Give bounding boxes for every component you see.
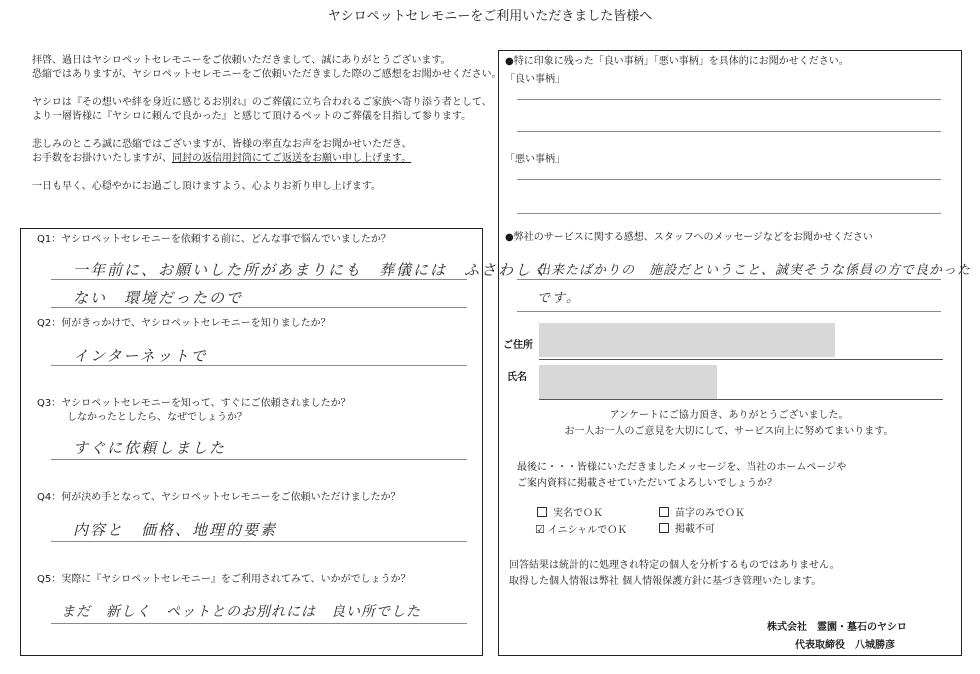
checkbox-icon[interactable]	[537, 507, 547, 517]
option-real-name-label: 実名でＯＫ	[553, 508, 603, 519]
question-5: Q5：実際に『ヤシロペットセレモニー』をご利用されてみて、いかがでしょうか？	[37, 574, 411, 585]
question-1: Q1：ヤシロペットセレモニーを依頼する前に、どんな事で悩んでいましたか？	[37, 234, 391, 245]
name-redacted	[539, 365, 717, 399]
intro-line: 拝啓、過日はヤシロペットセレモニーをご依頼いただきまして、誠にありがとうございます。	[32, 55, 451, 66]
privacy-line-2: 取得した個人情報は弊社 個人情報保護方針に基づき管理いたします。	[509, 576, 822, 587]
intro-text	[32, 54, 502, 194]
address-rule	[539, 359, 943, 360]
name-rule	[539, 399, 943, 400]
answer-4: 内容と 価格、地理的要素	[73, 521, 278, 539]
option-real-name[interactable]	[537, 507, 603, 521]
intro-text-span: お手数をお掛けいたしますが、	[32, 153, 172, 164]
good-rule	[517, 131, 941, 132]
feedback-box	[498, 50, 972, 656]
answer-2: インターネットで	[73, 347, 208, 365]
address-label: ご住所	[503, 340, 533, 351]
company-name: 株式会社 霊園・墓石のヤシロ	[767, 622, 907, 633]
good-label: 「良い事柄」	[505, 74, 565, 85]
answer-5: まだ 新しく ペットとのお別れには 良い所でした	[61, 604, 421, 620]
intro-line: 一日も早く、心穏やかにお過ごし頂けますよう、心よりお祈り申し上げます。	[32, 181, 381, 192]
message-line-1: 出来たばかりの 施設だということ、誠実そうな係員の方で良かった	[537, 263, 972, 278]
intro-line	[32, 152, 502, 166]
answer-rule	[51, 459, 467, 460]
option-no-publish[interactable]	[659, 523, 715, 537]
option-surname[interactable]	[659, 507, 745, 521]
message-rule	[517, 311, 941, 312]
option-initial-label: イニシャルでＯＫ	[547, 525, 628, 536]
answer-rule	[51, 365, 467, 366]
answer-rule	[51, 623, 467, 624]
intro-line: より一層皆様に『ヤシロに頼んで良かった』と感じて頂けるペットのご葬儀を目指して参ります。	[32, 111, 472, 122]
question-4: Q4：何が決め手となって、ヤシロペットセレモニーをご依頼いただけましたか？	[37, 492, 401, 503]
good-rule	[517, 99, 941, 100]
answer-rule	[51, 541, 467, 542]
option-initial[interactable]	[535, 523, 627, 538]
question-3-line-2: しなかったとしたら、なぜでしょうか？	[67, 412, 247, 423]
answer-1-line-2: ない 環境だったので	[73, 289, 244, 307]
answer-rule	[51, 279, 467, 280]
option-surname-label: 苗字のみでＯＫ	[675, 508, 745, 519]
intro-line: ヤシロは『その想いや絆を身近に感じるお別れ』のご葬儀に立ち合われるご家族へ寄り添う者として、	[32, 97, 492, 108]
answer-1-line-1: 一年前に、お願いした所があまりにも 葬儀には ふさわしく	[73, 261, 550, 279]
return-envelope-note: 同封の返信用封筒にてご返送をお願い申し上げます。	[172, 153, 412, 164]
address-redacted	[539, 323, 835, 357]
option-no-publish-label: 掲載不可	[675, 524, 715, 535]
intro-line: 悲しみのところ誠に恐縮ではございますが、皆様の率直なお声をお聞かせいただき、	[32, 139, 412, 150]
checkbox-icon[interactable]	[659, 523, 669, 533]
bad-rule	[517, 213, 941, 214]
thanks-line-2: お一人お一人のご意見を大切にして、サービス向上に努めてまいります。	[564, 426, 894, 437]
checkbox-icon[interactable]	[659, 507, 669, 517]
representative: 代表取締役 八城勝彦	[795, 640, 895, 651]
message-rule	[517, 279, 941, 280]
intro-line: 恐縮ではありますが、ヤシロペットセレモニーをご依頼いただきました際のご感想をお聞かせください。	[32, 69, 502, 80]
answer-rule	[51, 307, 467, 308]
name-label: 氏名	[507, 372, 527, 383]
checked-checkbox-icon[interactable]: ☑	[535, 523, 545, 536]
privacy-line-1: 回答結果は統計的に処理され特定の個人を分析するものではありません。	[509, 560, 840, 571]
thanks-line-1: アンケートにご協力頂き、ありがとうございました。	[609, 410, 849, 421]
message-heading: ●弊社のサービスに関する感想、スタッフへのメッセージなどをお聞かせください	[505, 232, 873, 243]
question-2: Q2：何がきっかけで、ヤシロペットセレモニーを知りましたか？	[37, 318, 331, 329]
answer-3: すぐに依頼しました	[73, 439, 227, 457]
message-line-2: です。	[537, 291, 581, 306]
publish-question-line-1: 最後に・・・皆様にいただきましたメッセージを、当社のホームページや	[517, 462, 847, 473]
impression-heading: ●特に印象に残った「良い事柄」「悪い事柄」を具体的にお聞かせください。	[505, 56, 849, 67]
bad-label: 「悪い事柄」	[505, 154, 565, 165]
publish-question-line-2: ご案内資料に掲載させていただいてよろしいでしょうか？	[517, 478, 777, 489]
page-title: ヤシロペットセレモニーをご利用いただきました皆様へ	[327, 9, 653, 24]
bad-rule	[517, 179, 941, 180]
question-3-line-1: Q3：ヤシロペットセレモニーを知って、すぐにご依頼されましたか？	[37, 398, 351, 409]
